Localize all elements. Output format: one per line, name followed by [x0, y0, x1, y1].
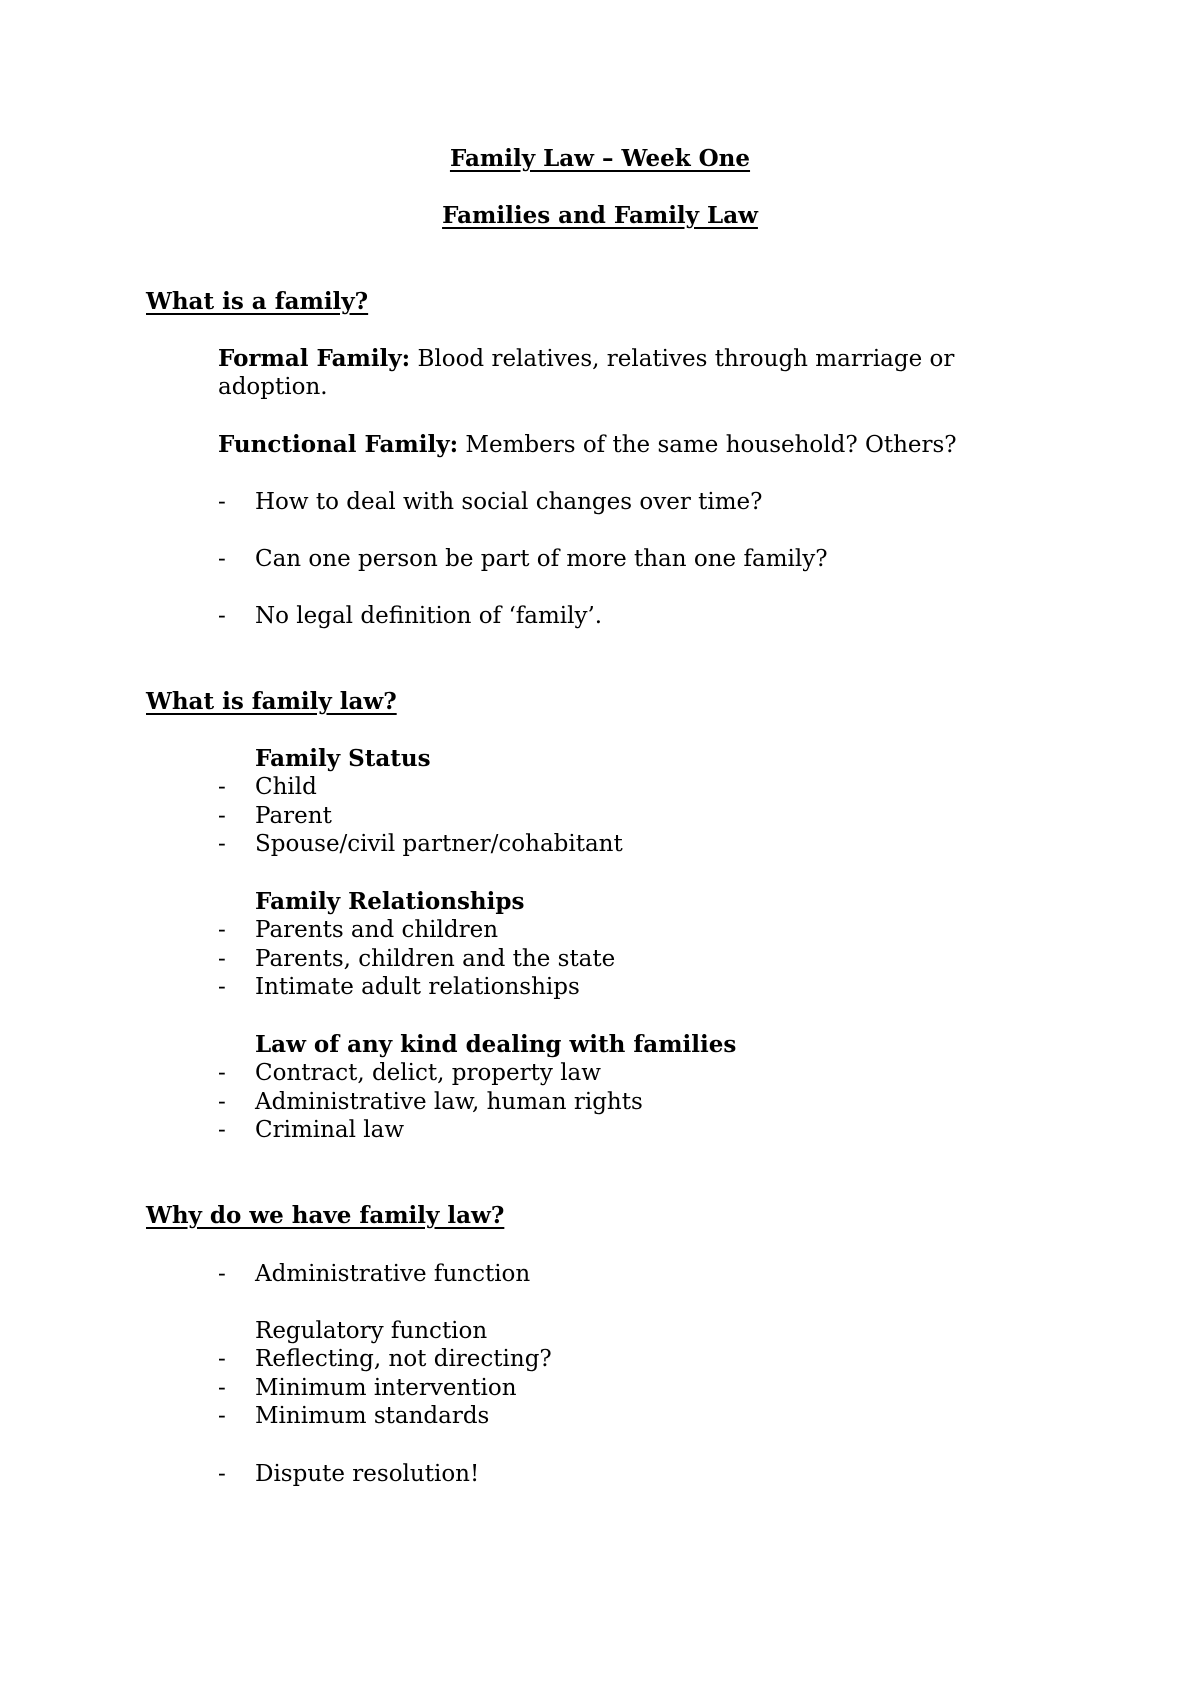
group-title-law-of-any-kind: Law of any kind dealing with families: [255, 1031, 737, 1058]
bullet-dash: -: [218, 489, 226, 515]
bullet-dash: -: [218, 831, 226, 857]
list-item: Child: [255, 774, 317, 800]
bullet-dash: -: [218, 1060, 226, 1086]
bullet-dash: -: [218, 774, 226, 800]
bullet-dash: -: [218, 803, 226, 829]
bullet-dash: -: [218, 1346, 226, 1372]
bullet-dash: -: [218, 1461, 226, 1487]
formal-family-label: Formal Family:: [218, 345, 411, 372]
list-item: Intimate adult relationships: [255, 974, 580, 1000]
document-subtitle: Families and Family Law: [442, 202, 758, 229]
bullet-dash: -: [218, 546, 226, 572]
list-item: Dispute resolution!: [255, 1461, 480, 1487]
list-item: Parent: [255, 803, 332, 829]
section-heading-what-is-family-law: What is family law?: [146, 688, 397, 715]
group-title-family-relationships: Family Relationships: [255, 888, 525, 915]
list-item: Minimum intervention: [255, 1375, 517, 1401]
list-item: Contract, delict, property law: [255, 1060, 601, 1086]
document-title: Family Law – Week One: [449, 145, 751, 172]
list-item: How to deal with social changes over time?: [255, 489, 763, 515]
list-item: Criminal law: [255, 1117, 405, 1143]
functional-family-text: Members of the same household? Others?: [458, 432, 957, 458]
list-item: Administrative function: [255, 1261, 531, 1287]
section-heading-why-family-law: Why do we have family law?: [146, 1202, 505, 1229]
bullet-dash: -: [218, 917, 226, 943]
bullet-dash: -: [218, 1375, 226, 1401]
section-heading-what-is-family: What is a family?: [146, 288, 369, 315]
list-item: Parents, children and the state: [255, 946, 616, 972]
group-title-family-status: Family Status: [255, 745, 431, 772]
list-item: Reflecting, not directing?: [255, 1346, 552, 1372]
formal-family-line: [218, 345, 954, 373]
bullet-dash: -: [218, 603, 226, 629]
list-item: Spouse/civil partner/cohabitant: [255, 831, 623, 857]
list-item: Can one person be part of more than one family?: [255, 546, 828, 572]
bullet-dash: -: [218, 974, 226, 1000]
functional-family-line: [218, 431, 957, 459]
functional-family-label: Functional Family:: [218, 431, 459, 458]
formal-family-text-cont: adoption.: [218, 374, 328, 400]
formal-family-text: Blood relatives, relatives through marriage or: [410, 346, 955, 372]
bullet-dash: -: [218, 1261, 226, 1287]
bullet-dash: -: [218, 946, 226, 972]
bullet-dash: -: [218, 1403, 226, 1429]
bullet-dash: -: [218, 1117, 226, 1143]
bullet-dash: -: [218, 1089, 226, 1115]
list-item: Parents and children: [255, 917, 499, 943]
list-item: Minimum standards: [255, 1403, 490, 1429]
regulatory-function-title: Regulatory function: [255, 1318, 488, 1344]
list-item: No legal definition of ‘family’.: [255, 603, 603, 629]
list-item: Administrative law, human rights: [255, 1089, 643, 1115]
